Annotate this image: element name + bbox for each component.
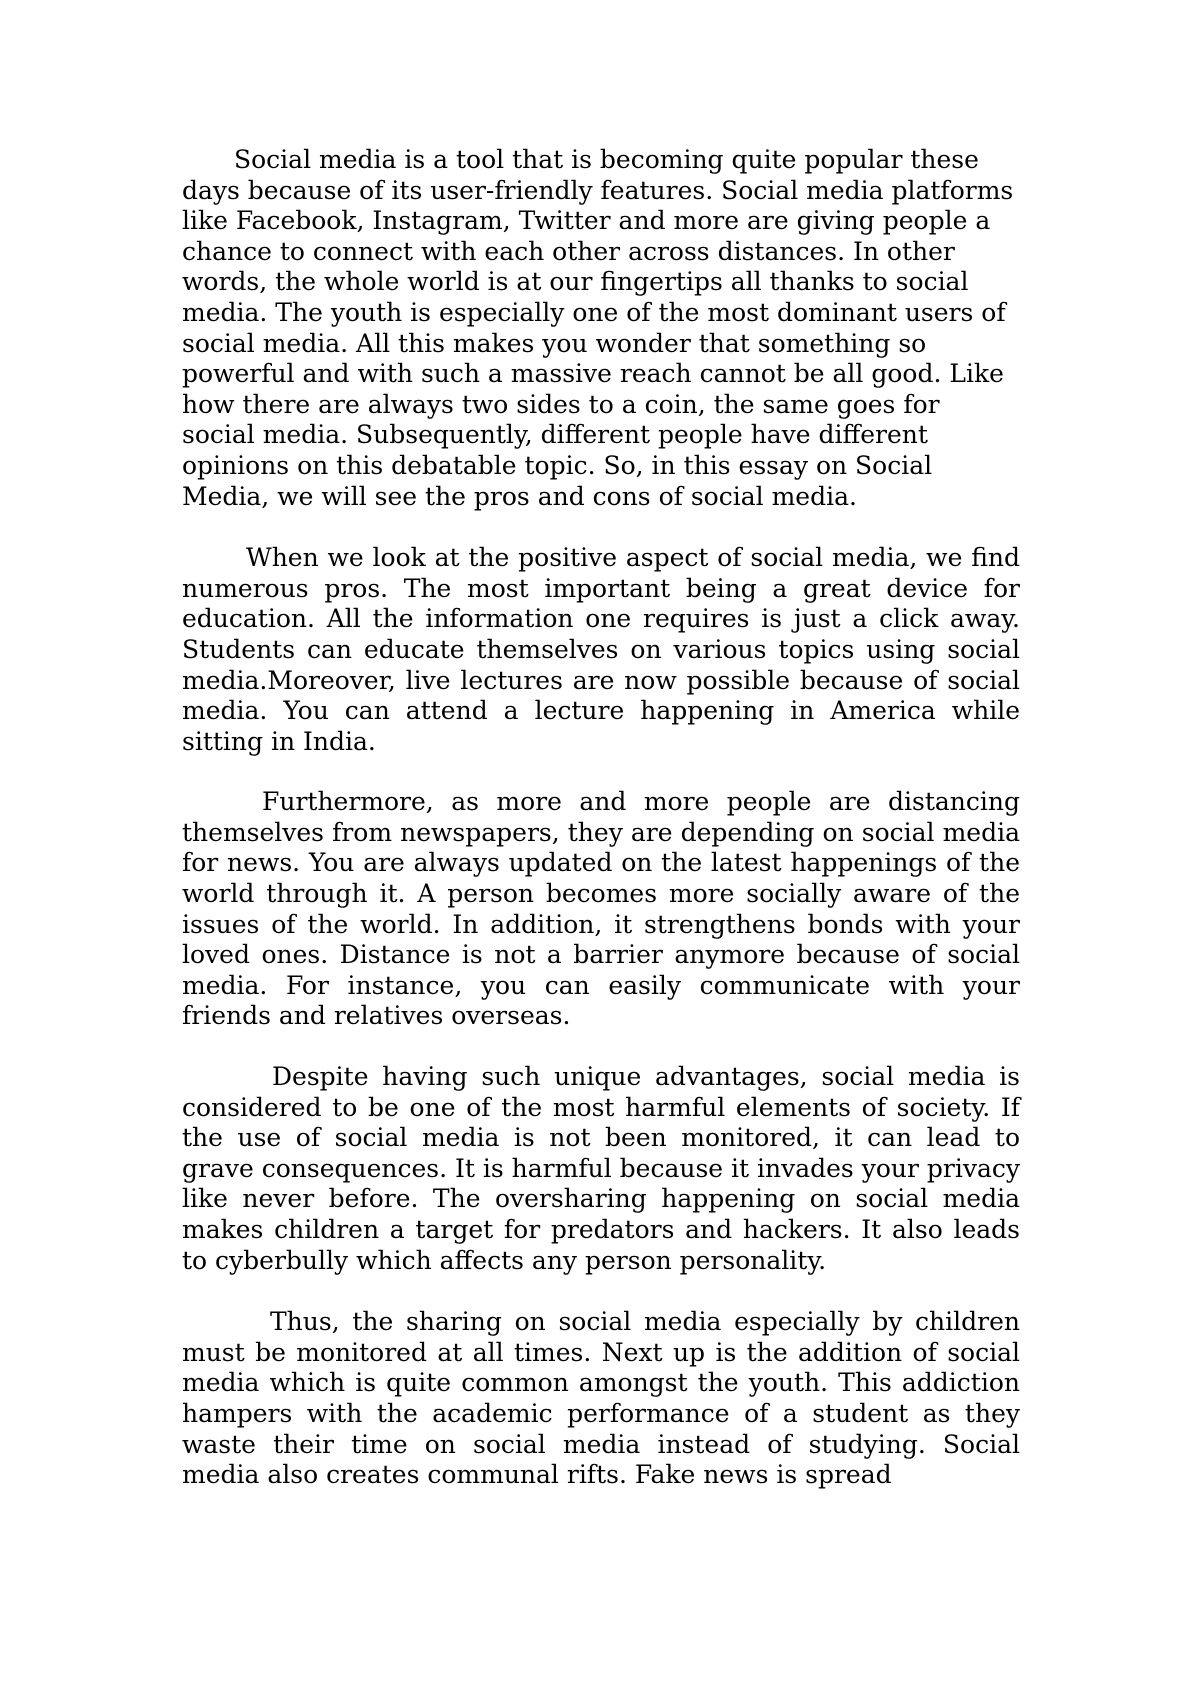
paragraph-harmful-aspects: Despite having such unique advantages, social media is considered to be one of the most harmful elements of society. If the use of social media is not been monitored, it can lead to grave consequences. It is harmful because it invades your privacy like never before. The oversharing happening on social media makes children a target for predators and hackers. It also leads to cyberbully which affects any person personality. xyxy=(182,1062,1020,1275)
paragraph-news-and-bonds: Furthermore, as more and more people are distancing themselves from newspapers, they are depending on social media for news. You are always updated on the latest happenings of the world through it. A person becomes more socially aware of the issues of the world. In addition, it strengthens bonds with your loved ones. Distance is not a barrier anymore because of social media. For instance, you can easily communicate with your friends and relatives overseas. xyxy=(182,787,1020,1031)
paragraph-intro: Social media is a tool that is becoming quite popular these days because of its user-friendly features. Social media platforms like Facebook, Instagram, Twitter and more are giving people a chance to connect with each other across distances. In other words, the whole world is at our fingertips all thanks to social media. The youth is especially one of the most dominant users of social media. All this makes you wonder that something so powerful and with such a massive reach cannot be all good. Like how there are always two sides to a coin, the same goes for social media. Subsequently, different people have different opinions on this debatable topic. So, in this essay on Social Media, we will see the pros and cons of social media. xyxy=(182,145,1014,511)
paragraph-positive-aspects: When we look at the positive aspect of social media, we find numerous pros. The most important being a great device for education. All the information one requires is just a click away. Students can educate themselves on various topics using social media.Moreover, live lectures are now possible because of social media. You can attend a lecture happening in America while sitting in India. xyxy=(182,543,1020,756)
essay-body xyxy=(182,145,1020,1491)
paragraph-monitoring-and-addiction: Thus, the sharing on social media especially by children must be monitored at all times. Next up is the addition of social media which is quite common amongst the youth. This addiction hampers with the academic performance of a student as they waste their time on social media instead of studying. Social media also creates communal rifts. Fake news is spread xyxy=(182,1307,1020,1490)
